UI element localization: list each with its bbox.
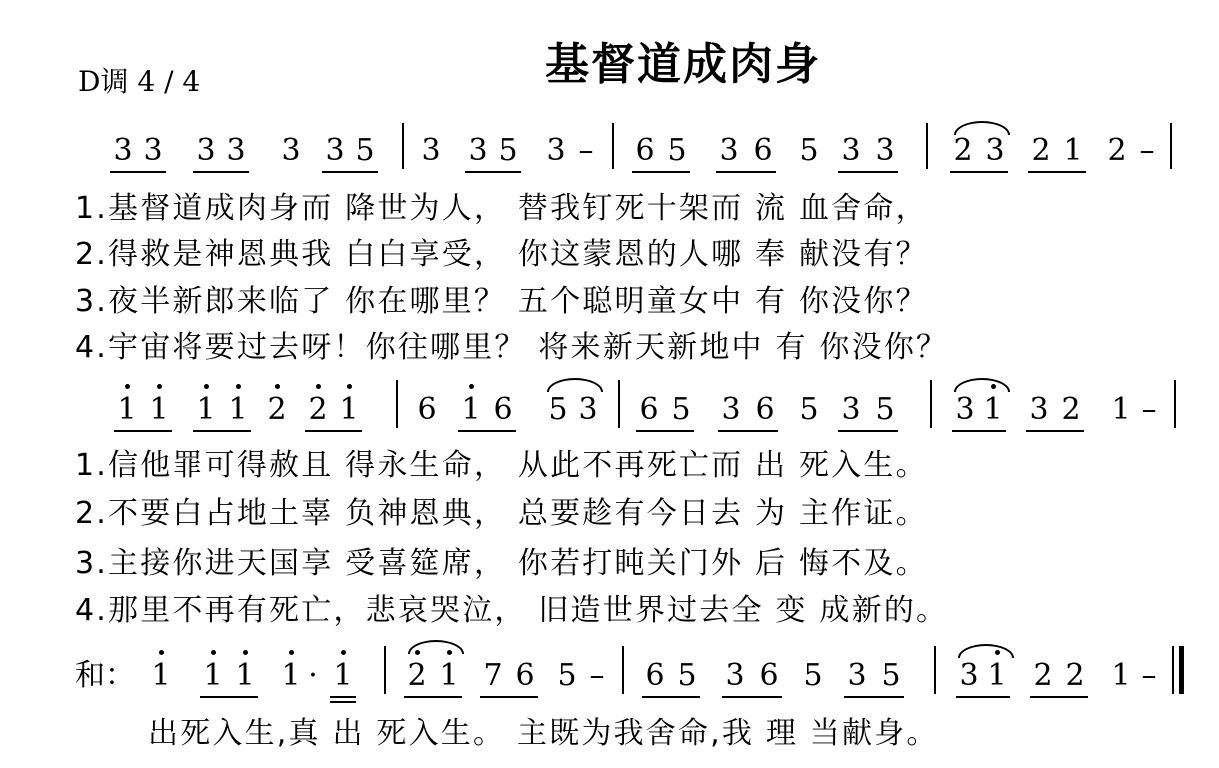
slur xyxy=(958,644,1014,658)
final-bar-thin xyxy=(1172,646,1174,694)
note: 5 xyxy=(498,133,518,168)
note: 3 xyxy=(421,133,441,168)
note: 5 xyxy=(881,658,901,693)
note: 3 xyxy=(841,392,861,427)
note: 2 xyxy=(1107,133,1127,168)
note: 3 xyxy=(113,133,133,168)
note: 3 xyxy=(721,392,741,427)
eighth-beam xyxy=(722,696,782,698)
note: 2 xyxy=(404,658,430,694)
note: 1 xyxy=(146,392,172,428)
bar-line xyxy=(396,380,398,428)
note: 5 xyxy=(548,392,568,427)
note: 3 xyxy=(841,133,861,168)
note: 3 xyxy=(955,392,975,427)
note: 3 xyxy=(725,658,745,693)
lyric-line: 4.那里不再有死亡，悲哀哭泣， 旧造世界过去全 变 成新的。 xyxy=(75,593,949,628)
song-title: 基督道成肉身 xyxy=(545,39,821,90)
sixteenth-beam xyxy=(330,701,356,703)
note: 1 xyxy=(232,658,258,694)
note: 3 xyxy=(325,133,345,168)
note: 1 xyxy=(1111,658,1131,693)
note: 1 xyxy=(436,658,462,694)
note: 5 xyxy=(799,392,819,427)
note: 5 xyxy=(667,133,687,168)
eighth-beam xyxy=(952,430,1006,432)
slur xyxy=(954,121,1010,135)
dash: – xyxy=(1141,658,1157,693)
note: 5 xyxy=(355,133,375,168)
eighth-beam xyxy=(950,171,1008,173)
note: 3 xyxy=(959,658,979,693)
eighth-beam xyxy=(956,696,1010,698)
chorus-lyric-line: 出死入生,真 出 死入生。 主既为我舍命,我 理 当献身。 xyxy=(148,716,939,751)
augmentation-dot: · xyxy=(308,658,318,693)
note: 6 xyxy=(755,392,775,427)
sixteenth-beam xyxy=(330,696,356,698)
eighth-beam xyxy=(193,430,251,432)
eighth-beam xyxy=(838,430,898,432)
eighth-beam xyxy=(636,430,694,432)
lyric-line: 1.基督道成肉身而 降世为人， 替我钉死十架而 流 血舍命， xyxy=(75,191,928,226)
note: 3 xyxy=(196,133,216,168)
note: 1 xyxy=(148,658,174,694)
note: 5 xyxy=(671,392,691,427)
note: 1 xyxy=(336,392,362,428)
note: 3 xyxy=(1029,392,1049,427)
note: 1 xyxy=(330,658,356,694)
lyric-line: 3.夜半新郎来临了 你在哪里？ 五个聪明童女中 有 你没你？ xyxy=(75,284,928,319)
note: 5 xyxy=(799,133,819,168)
eighth-beam xyxy=(305,430,362,432)
dash: – xyxy=(1141,392,1157,427)
note: 3 xyxy=(226,133,246,168)
note: 2 xyxy=(1065,658,1085,693)
bar-line xyxy=(622,646,624,694)
note: 6 xyxy=(635,133,655,168)
note: 6 xyxy=(639,392,659,427)
note: 6 xyxy=(417,392,437,427)
note: 1 xyxy=(225,392,251,428)
note: 1 xyxy=(458,392,484,428)
eighth-beam xyxy=(193,171,249,173)
note: 5 xyxy=(875,392,895,427)
final-bar-thick xyxy=(1179,646,1184,694)
note: 1 xyxy=(193,392,219,428)
bar-line xyxy=(930,380,932,428)
note: 1 xyxy=(980,392,1006,428)
slur xyxy=(408,640,464,654)
note: 2 xyxy=(1061,392,1081,427)
note: 6 xyxy=(753,133,773,168)
slur xyxy=(954,378,1010,392)
note: 2 xyxy=(264,392,290,428)
eighth-beam xyxy=(458,430,516,432)
note: 2 xyxy=(305,392,331,428)
chorus-label: 和： xyxy=(75,658,135,693)
eighth-beam xyxy=(114,430,172,432)
eighth-beam xyxy=(716,171,776,173)
dash: – xyxy=(589,658,605,693)
note: 1 xyxy=(1111,392,1131,427)
note: 5 xyxy=(677,658,697,693)
bar-line xyxy=(612,123,614,169)
note: 6 xyxy=(515,658,535,693)
key-signature: D调 4 / 4 xyxy=(78,65,201,98)
eighth-beam xyxy=(404,696,462,698)
note: 3 xyxy=(281,133,301,168)
eighth-beam xyxy=(322,171,378,173)
eighth-beam xyxy=(844,696,904,698)
note: 2 xyxy=(1033,658,1053,693)
eighth-beam xyxy=(718,430,778,432)
note: 6 xyxy=(493,392,513,427)
eighth-beam xyxy=(838,171,898,173)
note: 1 xyxy=(984,658,1010,694)
bar-line xyxy=(384,646,386,694)
eighth-beam xyxy=(1030,696,1088,698)
bar-line xyxy=(618,380,620,428)
eighth-beam xyxy=(200,696,258,698)
note: 1 xyxy=(114,392,140,428)
eighth-beam xyxy=(480,696,538,698)
note: 2 xyxy=(953,133,973,168)
eighth-beam xyxy=(465,171,521,173)
note: 1 xyxy=(278,658,304,694)
dash: – xyxy=(1139,133,1155,168)
note: 3 xyxy=(875,133,895,168)
note: 2 xyxy=(1031,133,1051,168)
note: 3 xyxy=(847,658,867,693)
eighth-beam xyxy=(1028,171,1086,173)
note: 7 xyxy=(483,658,503,693)
eighth-beam xyxy=(642,696,700,698)
note: 3 xyxy=(143,133,163,168)
lyric-line: 1.信他罪可得赦且 得永生命， 从此不再死亡而 出 死入生。 xyxy=(75,448,928,483)
note: 6 xyxy=(645,658,665,693)
eighth-beam xyxy=(1026,430,1084,432)
lyric-line: 3.主接你进天国享 受喜筵席， 你若打盹关门外 后 悔不及。 xyxy=(75,546,928,581)
bar-line xyxy=(934,646,936,694)
bar-line xyxy=(402,123,404,169)
dash: – xyxy=(578,133,594,168)
note: 1 xyxy=(200,658,226,694)
note: 3 xyxy=(719,133,739,168)
bar-line xyxy=(1174,380,1176,428)
eighth-beam xyxy=(632,171,690,173)
note: 6 xyxy=(759,658,779,693)
note: 1 xyxy=(1063,133,1083,168)
lyric-line: 2.不要白占地土辜 负神恩典， 总要趁有今日去 为 主作证。 xyxy=(75,496,928,531)
note: 5 xyxy=(557,658,577,693)
lyric-line: 4.宇宙将要过去呀！你往哪里？ 将来新天新地中 有 你没你？ xyxy=(75,330,949,365)
bar-line xyxy=(926,123,928,169)
note: 3 xyxy=(468,133,488,168)
lyric-line: 2.得救是神恩典我 白白享受， 你这蒙恩的人哪 奉 献没有？ xyxy=(75,237,928,272)
bar-line xyxy=(1170,123,1172,169)
note: 5 xyxy=(803,658,823,693)
eighth-beam xyxy=(110,171,166,173)
note: 3 xyxy=(546,133,566,168)
note: 3 xyxy=(578,392,598,427)
note: 3 xyxy=(985,133,1005,168)
slur xyxy=(547,378,603,392)
